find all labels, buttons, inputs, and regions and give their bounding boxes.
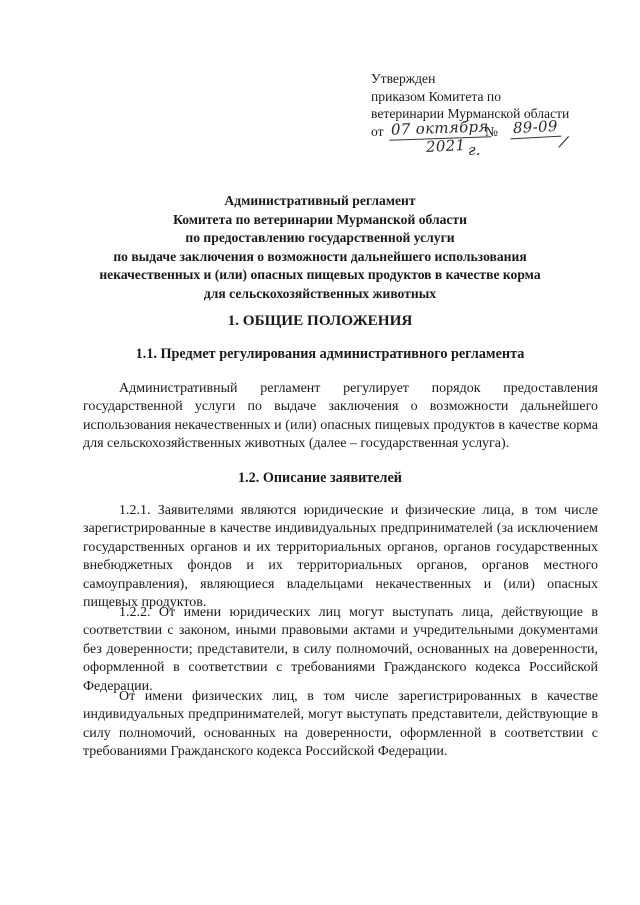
approval-date-number-line [371, 116, 570, 159]
paragraph-individuals: От имени физических лиц, в том числе зарегистрированных в качестве индивидуальных предпринимателей, могут выступать представители, действующие в силу полномочий, основанных на доверенности, оформленной в соответствии с требованиями Гражданского кодекса Российской Федерации. [83, 689, 598, 760]
approval-line-committee: ветеринарии Мурманской области [371, 106, 570, 122]
title-line-4: по выдаче заключения о возможности дальнейшего использования [113, 248, 527, 264]
handwritten-tick-mark: / [558, 131, 570, 152]
subsection-heading-subject: 1.1. Предмет регулирования административного регламента [135, 346, 525, 362]
paragraph-1-2-1: 1.2.1. Заявителями являются юридические и физические лица, в том числе зарегистрированные в качестве индивидуальных предпринимателей (за исключением государственных органов и их территориальных органов, органов государственных внебюджетных фондов и их территориальных органов, органов местного самоуправления), являющиеся владельцами некачественных и (или) опасных пищевых продуктов. [83, 503, 598, 611]
paragraph-subject: Административный регламент регулирует порядок предоставления государственной услуги по выдаче заключения о возможности дальнейшего использования некачественных и (или) опасных пищевых продуктов в качестве корма для сельскохозяйственных животных (далее – государственная услуга). [83, 381, 598, 452]
approval-line-approved: Утвержден [371, 71, 436, 86]
subsection-heading-applicants: 1.2. Описание заявителей [238, 470, 402, 486]
approval-stamp-block [371, 70, 570, 159]
handwritten-date: 07 октября [389, 118, 491, 140]
title-line-5: некачественных и (или) опасных пищевых продуктов в качестве корма [99, 267, 541, 282]
from-prefix: от [371, 123, 384, 139]
handwritten-order-number: 89-09 [510, 117, 562, 138]
number-sign: № [485, 123, 498, 139]
title-line-3: по предоставлению государственной услуги [185, 230, 455, 245]
handwritten-year-suffix: г. [468, 140, 481, 159]
title-line-6: для сельскохозяйственных животных [203, 285, 437, 301]
approval-line-order: приказом Комитета по [371, 88, 501, 104]
paragraph-1-2-2: 1.2.2. От имени юридических лиц могут выступать лица, действующие в соответствии с законом, иными правовыми актами и учредительными документами без доверенности; представители, в силу полномочий, основанных на доверенности, оформленной в соответствии с требованиями Гражданского кодекса Российской Федерации. [83, 605, 598, 694]
handwritten-year: 2021 [425, 135, 466, 156]
title-line-2: Комитета по ветеринарии Мурманской области [173, 211, 467, 227]
section-heading-general: 1. ОБЩИЕ ПОЛОЖЕНИЯ [227, 312, 413, 329]
document-title [60, 192, 580, 303]
title-line-1: Административный регламент [224, 193, 416, 208]
